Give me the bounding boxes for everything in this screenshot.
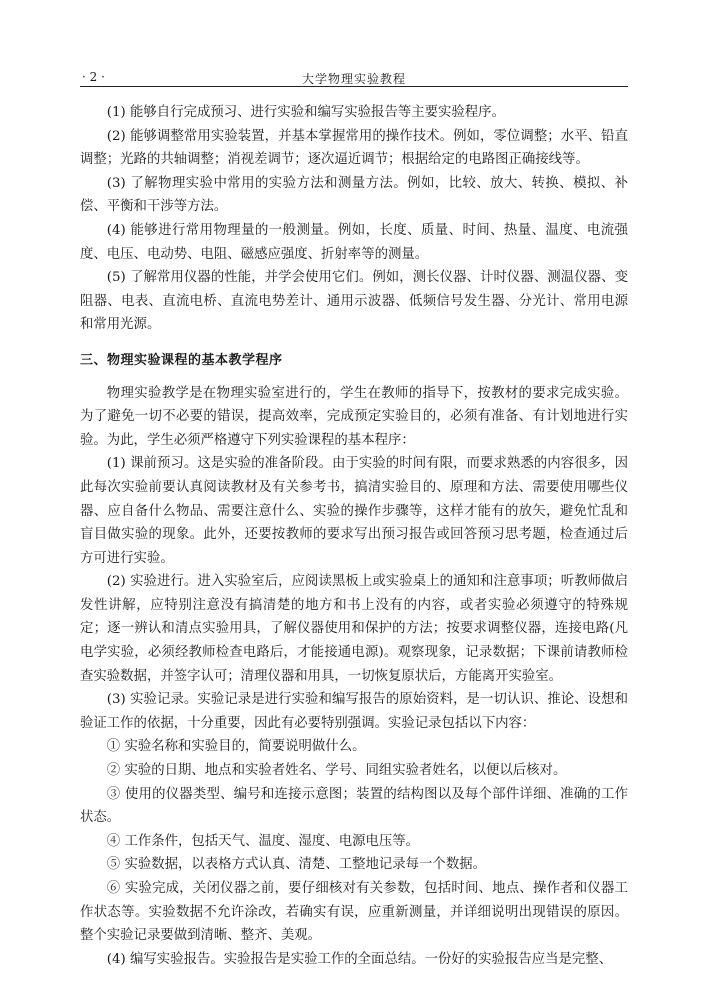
- record-item: ② 实验的日期、地点和实验者姓名、学号、同组实验者姓名，以便以后核对。: [106, 763, 567, 779]
- page-body: [80, 101, 628, 971]
- objective-item: (4) 能够进行常用物理量的一般测量。例如，长度、质量、时间、热量、温度、电流强度、电压、电动势、电阻、磁感应强度、折射率等的测量。: [80, 222, 628, 262]
- section-heading: 三、物理实验课程的基本教学程序: [80, 352, 283, 368]
- step-preview-paragraph: (1) 课前预习。这是实验的准备阶段。由于实验的时间有限，而要求熟悉的内容很多，因此每次实验前要认真阅读教材及有关参考书，搞清实验目的、原理和方法、需要使用哪些仪器、应自备什么物品、需要注意什么、实验的操作步骤等，这样才能有的放矢，避免忙乱和盲目做实验的现象。此外，还要按教师的要求写出预习报告或回答预习思考题，检查通过后方可进行实验。: [80, 456, 628, 566]
- record-item: ⑥ 实验完成，关闭仪器之前，要仔细核对有关参数，包括时间、地点、操作者和仪器工作状态等。实验数据不允许涂改，若确实有误，应重新测量，并详细说明出现错误的原因。整个实验记录要做到清晰、整齐、美观。: [80, 881, 628, 944]
- objective-item: (3) 了解物理实验中常用的实验方法和测量方法。例如，比较、放大、转换、模拟、补偿、平衡和干涉等方法。: [80, 175, 628, 215]
- page-number: · 2 ·: [82, 70, 105, 84]
- page-header: [80, 66, 628, 87]
- section-intro-paragraph: 物理实验教学是在物理实验室进行的，学生在教师的指导下，按教材的要求完成实验。为了避免一切不必要的错误，提高效率，完成预定实验目的，必须有准备、有计划地进行实验。为此，学生必须严格遵守下列实验课程的基本程序：: [80, 385, 628, 448]
- step-report-paragraph: (4) 编写实验报告。实验报告是实验工作的全面总结。一份好的实验报告应当是完整、: [106, 951, 613, 967]
- record-item: ④ 工作条件，包括天气、温度、湿度、电源电压等。: [106, 833, 420, 849]
- objective-item: (2) 能够调整常用实验装置，并基本掌握常用的操作技术。例如，零位调整；水平、铅直调整；光路的共轴调整；消视差调节；逐次逼近调节；根据给定的电路图正确接线等。: [80, 128, 628, 168]
- running-title: 大学物理实验教程: [301, 72, 406, 86]
- record-item: ③ 使用的仪器类型、编号和连接示意图；装置的结构图以及每个部件详细、准确的工作状态。: [80, 786, 628, 826]
- step-conduct-paragraph: (2) 实验进行。进入实验室后，应阅读黑板上或实验桌上的通知和注意事项；听教师做启发性讲解，应特别注意没有搞清楚的地方和书上没有的内容，或者实验必须遵守的特殊规定；逐一辨认和清点实验用具，了解仪器使用和保护的方法；按要求调整仪器，连接电路(凡电学实验，必须经教师检查电路后，才能接通电源)。观察现象，记录数据；下课前请教师检查实验数据，并签字认可；清理仪器和用具，一切恢复原状后，方能离开实验室。: [80, 574, 628, 684]
- record-item: ⑤ 实验数据，以表格方式认真、清楚、工整地记录每一个数据。: [106, 857, 486, 873]
- objective-item: (1) 能够自行完成预习、进行实验和编写实验报告等主要实验程序。: [106, 105, 505, 120]
- objective-item: (5) 了解常用仪器的性能，并学会使用它们。例如，测长仪器、计时仪器、测温仪器、变阻器、电表、直流电桥、直流电势差计、通用示波器、低频信号发生器、分光计、常用电源和常用光源。: [80, 270, 628, 333]
- record-item: ① 实验名称和实验目的，简要说明做什么。: [106, 739, 366, 755]
- step-record-paragraph: (3) 实验记录。实验记录是进行实验和编写报告的原始资料，是一切认识、推论、设想和验证工作的依据，十分重要，因此有必要特别强调。实验记录包括以下内容：: [80, 692, 628, 731]
